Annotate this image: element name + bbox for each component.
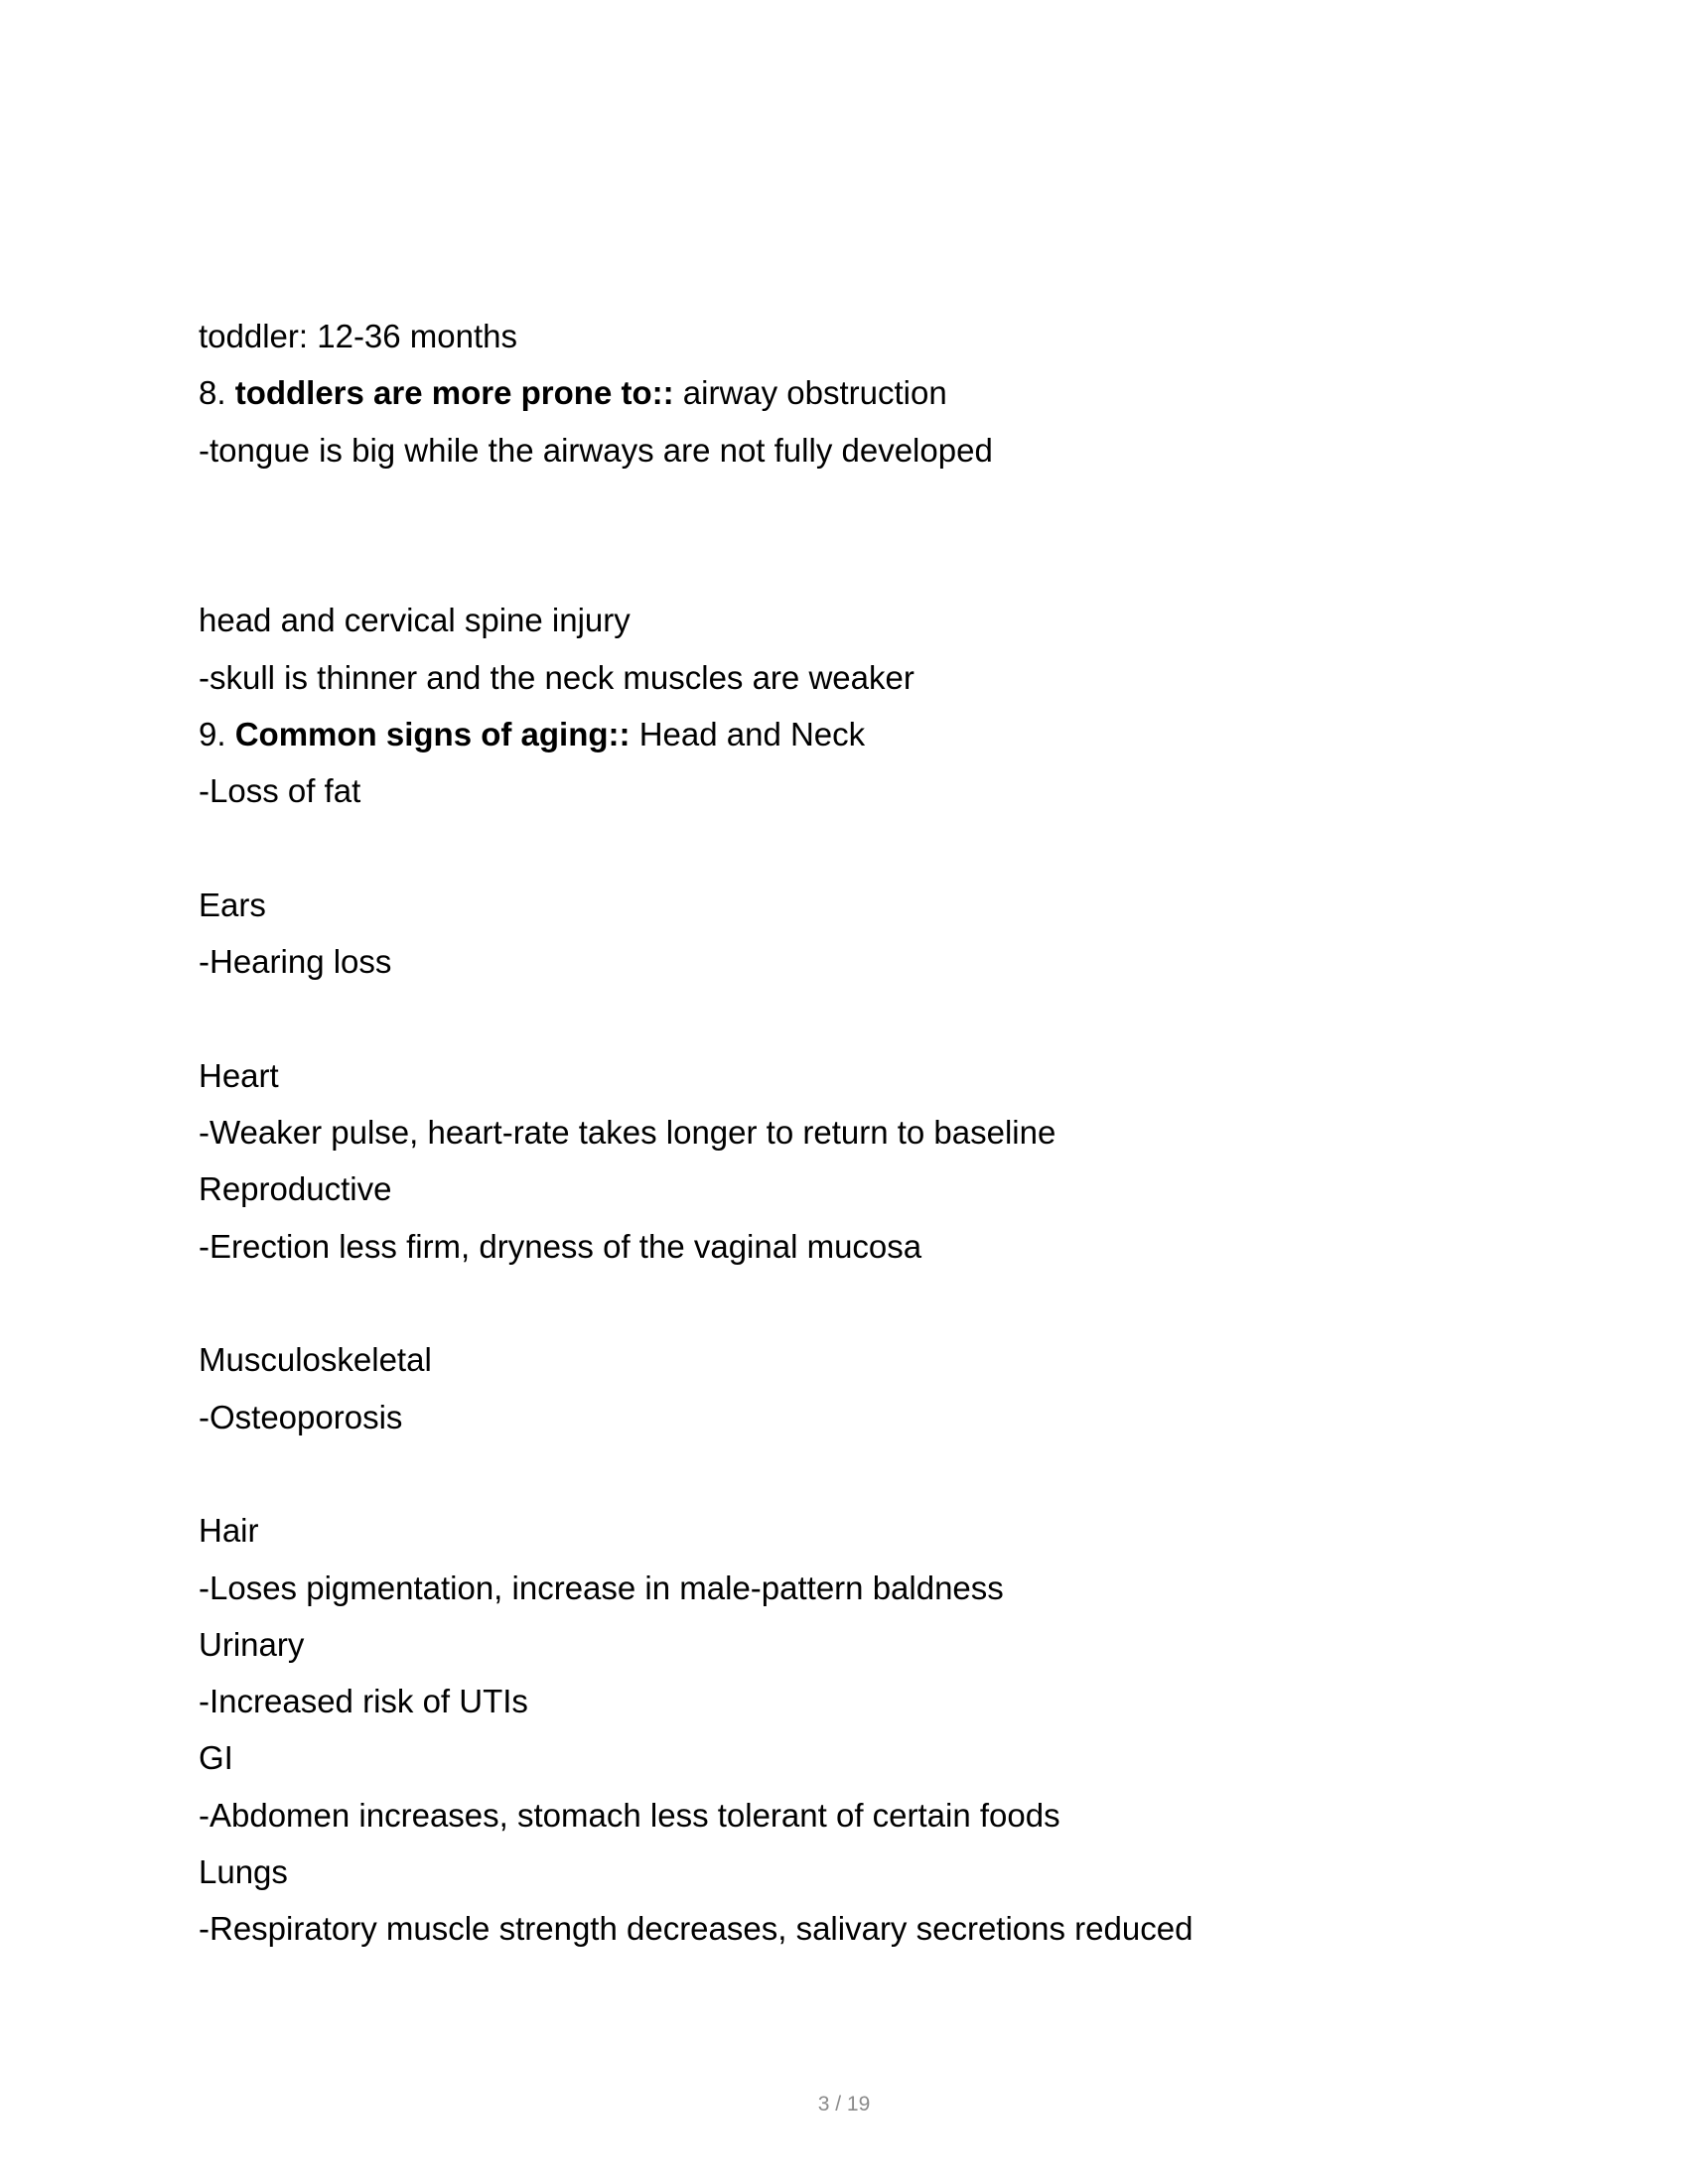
section-heading-lungs: Lungs (199, 1853, 288, 1891)
item-9-answer: Head and Neck (638, 716, 866, 753)
section-heading-urinary: Urinary (199, 1625, 305, 1663)
spacer (199, 991, 1489, 1047)
section-heading-reproductive: Reproductive (199, 1170, 392, 1208)
item-9-line: -Hearing loss (199, 943, 392, 981)
item-8-answer: airway obstruction (682, 374, 947, 412)
item-9-line: -Erection less firm, dryness of the vaginal mucosa (199, 1227, 922, 1265)
item-9-line: -Respiratory muscle strength decreases, salivary secretions reduced (199, 1910, 1194, 1948)
spacer (199, 1275, 1489, 1331)
spacer (199, 820, 1489, 877)
item-8-line: -tongue is big while the airways are not fully developed (199, 431, 993, 469)
section-heading-musculoskeletal: Musculoskeletal (199, 1341, 432, 1379)
item-9-term: Common signs of aging:: (234, 716, 631, 753)
item-8-line: head and cervical spine injury (199, 602, 631, 639)
item-9-line: -Loss of fat (199, 772, 361, 810)
item-8-line: -skull is thinner and the neck muscles are weaker (199, 658, 914, 696)
item-8-number: 8. (199, 374, 226, 412)
spacer (199, 478, 1489, 593)
section-heading-ears: Ears (199, 886, 266, 923)
intro-line: toddler: 12-36 months (199, 318, 518, 354)
item-8-term: toddlers are more prone to:: (234, 374, 674, 412)
item-9-line: -Weaker pulse, heart-rate takes longer to return to baseline (199, 1114, 1056, 1152)
item-8-heading (199, 364, 1489, 421)
item-9-line: -Increased risk of UTIs (199, 1683, 528, 1720)
item-9-line: -Loses pigmentation, increase in male-pattern baldness (199, 1569, 1004, 1606)
document-body (199, 308, 1489, 1958)
item-9-number: 9. (199, 716, 226, 753)
section-heading-gi: GI (199, 1739, 233, 1777)
spacer (199, 1445, 1489, 1502)
item-9-line: -Osteoporosis (199, 1398, 403, 1435)
item-9-heading (199, 706, 1489, 762)
section-heading-hair: Hair (199, 1512, 259, 1550)
page-indicator: 3 / 19 (817, 2093, 871, 2116)
item-9-line: -Abdomen increases, stomach less tolerant of certain foods (199, 1796, 1060, 1834)
section-heading-heart: Heart (199, 1056, 279, 1094)
